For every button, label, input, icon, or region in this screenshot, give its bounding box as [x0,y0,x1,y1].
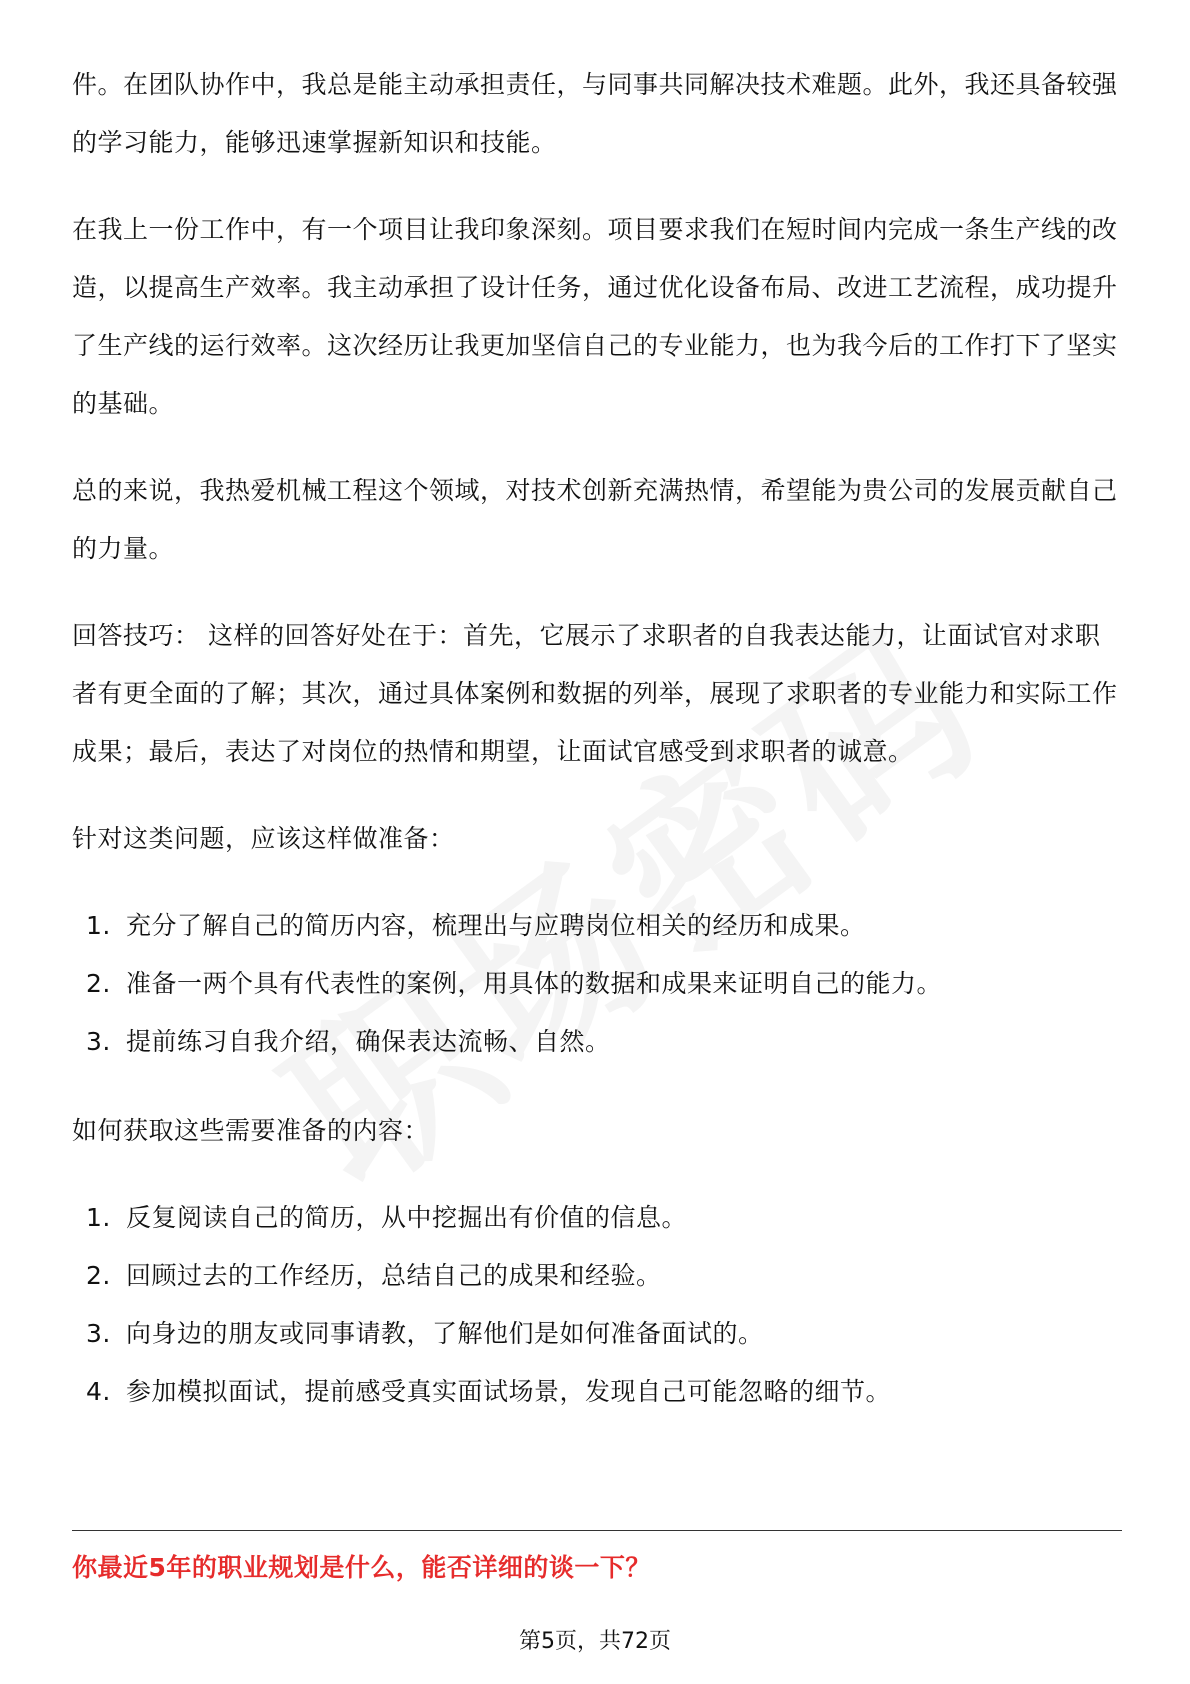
page-footer: 第5页，共72页 [519,1629,671,1654]
list-number: 3. [86,1027,111,1056]
paragraph-project: 在我上一份工作中，有一个项目让我印象深刻。项目要求我们在短时间内完成一条生产线的改造，以提高生产效率。我主动承担了设计任务，通过优化设备布局、改进工艺流程，成功提升了生产线的运行效率。这次经历让我更加坚信自己的专业能力，也为我今后的工作打下了坚实的基础。 [72,215,1118,418]
list-number: 3. [86,1319,111,1348]
list-item [72,1013,1122,1071]
paragraph-summary: 总的来说，我热爱机械工程这个领域，对技术创新充满热情，希望能为贵公司的发展贡献自己的力量。 [72,476,1118,563]
list-item [72,1189,1122,1247]
list-item [72,1247,1122,1305]
list-number: 2. [86,969,111,998]
prep-list [72,897,1122,1071]
list-item-text: 反复阅读自己的简历，从中挖掘出有价值的信息。 [126,1203,688,1232]
list-item [72,1305,1122,1363]
list-number: 4. [86,1377,111,1406]
paragraph-how-to-heading: 如何获取这些需要准备的内容： [72,1116,430,1145]
next-question-heading: 你最近5年的职业规划是什么，能否详细的谈一下？ [72,1553,651,1582]
list-item-text: 向身边的朋友或同事请教，了解他们是如何准备面试的。 [126,1319,764,1348]
list-number: 1. [86,1203,111,1232]
list-item-text: 充分了解自己的简历内容，梳理出与应聘岗位相关的经历和成果。 [126,911,866,940]
document-body [72,56,1122,1452]
paragraph-skills: 件。在团队协作中，我总是能主动承担责任，与同事共同解决技术难题。此外，我还具备较强的学习能力，能够迅速掌握新知识和技能。 [72,70,1118,157]
paragraph-answer-tips: 回答技巧： 这样的回答好处在于：首先，它展示了求职者的自我表达能力，让面试官对求职者有更全面的了解；其次，通过具体案例和数据的列举，展现了求职者的专业能力和实际工作成果；最后，表达了对岗位的热情和期望，让面试官感受到求职者的诚意。 [72,621,1118,766]
list-item [72,955,1122,1013]
list-item [72,897,1122,955]
list-number: 1. [86,911,111,940]
section-divider [72,1530,1122,1531]
list-item-text: 参加模拟面试，提前感受真实面试场景，发现自己可能忽略的细节。 [126,1377,892,1406]
list-item-text: 准备一两个具有代表性的案例，用具体的数据和成果来证明自己的能力。 [126,969,943,998]
paragraph-prep-heading: 针对这类问题，应该这样做准备： [72,824,455,853]
how-to-list [72,1189,1122,1421]
list-item-text: 回顾过去的工作经历，总结自己的成果和经验。 [126,1261,662,1290]
list-item-text: 提前练习自我介绍，确保表达流畅、自然。 [126,1027,611,1056]
list-number: 2. [86,1261,111,1290]
list-item [72,1363,1122,1421]
